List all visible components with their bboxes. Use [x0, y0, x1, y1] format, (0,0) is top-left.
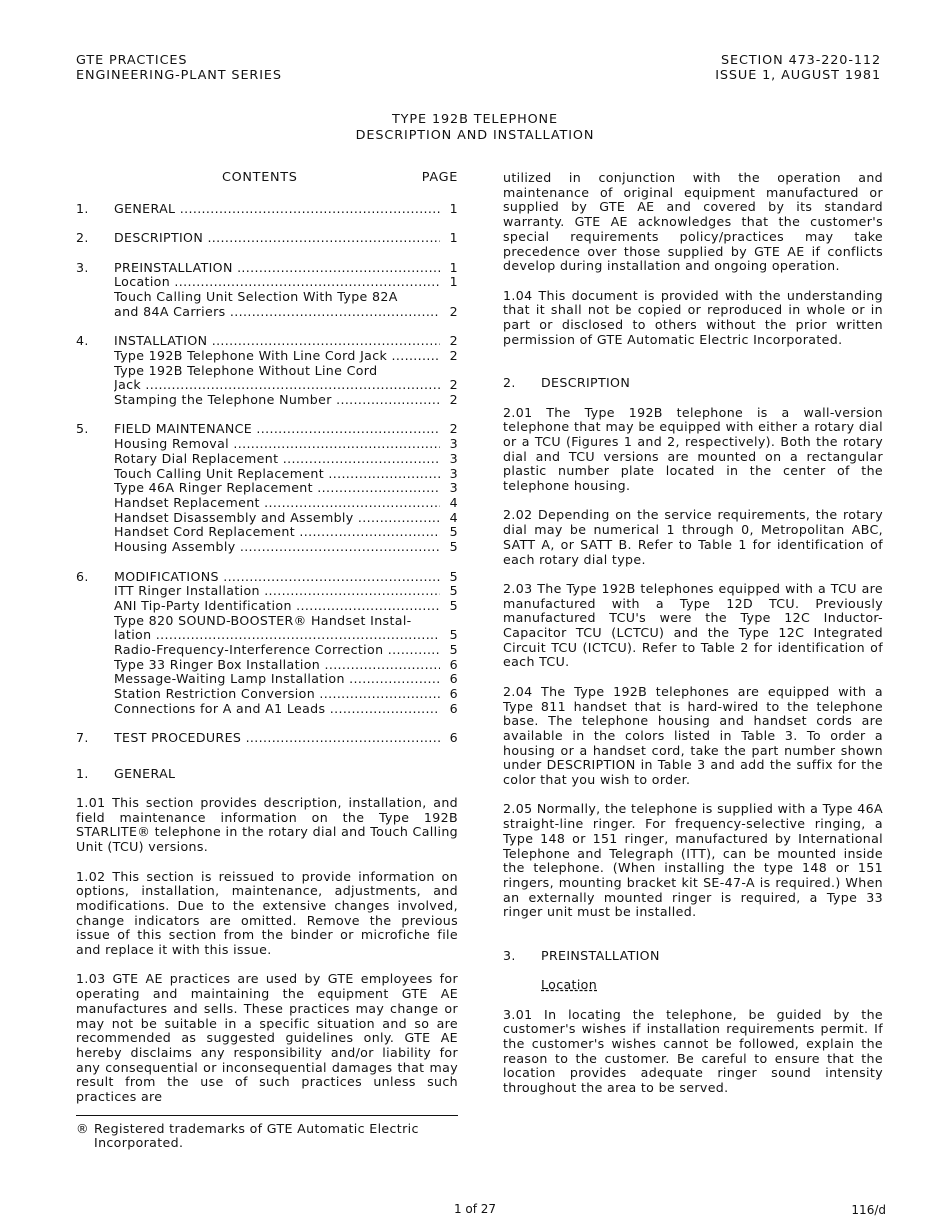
toc-entry-page: 6	[449, 671, 458, 687]
toc-entry	[76, 584, 458, 599]
toc-entry	[76, 643, 458, 658]
section-title: PREINSTALLATION	[541, 947, 660, 963]
toc-entry	[76, 393, 458, 408]
toc-entry-number: 4.	[76, 333, 89, 349]
paragraph-1-04: 1.04 This document is provided with the understanding that it shall not be copied or reproduced in whole or in part or disclosed to others without the prior written permission of GTE Automatic Electric Incorporated.	[503, 287, 883, 347]
toc-group	[76, 731, 458, 746]
toc-entry-title: INSTALLATION .....	[114, 334, 440, 349]
toc-entry-number: 6.	[76, 568, 89, 584]
paragraph-1-03: 1.03 GTE AE practices are used by GTE employees for operating and maintaining the equipment GTE AE manufactures and sells. These practices may change or may not be suitable in a specific situation and so are recommended as suggested guidelines only. GTE AE hereby disclaims any responsibility and/or liability for any consequential or inconsequential damages that may result from the use of such practices unless such practices are	[76, 971, 458, 1105]
document-title	[0, 112, 950, 143]
paragraph-1-03-continued: utilized in conjunction with the operation and maintenance of original equipment manufactured or supplied by GTE AE and covered by its standard warranty. GTE AE acknowledges that the customer's special requirements policy/practices may take precedence over those supplied by GTE AE if conflicts develop during installation and ongoing operation.	[503, 170, 883, 274]
paragraph-2-01: 2.01 The Type 192B telephone is a wall-version telephone that may be equipped with either a rotary dial or a TCU (Figures 1 and 2, respectively). Both the rotary dial and TCU versions are mounted on a rectangular plastic number plate located in the center of the telephone housing.	[503, 404, 883, 494]
toc-entry-page: 3	[449, 436, 458, 452]
toc-entry-page: 1	[449, 274, 458, 290]
toc-entry	[76, 731, 458, 746]
contents-heading: CONTENTS	[222, 170, 298, 185]
toc-entry	[76, 496, 458, 511]
page-code: 116/d	[851, 1203, 886, 1217]
toc-group	[76, 261, 458, 320]
toc-entry-title: DESCRIPTION .....	[114, 231, 440, 246]
title-line-1: TYPE 192B TELEPHONE	[391, 112, 559, 127]
toc-entry	[76, 467, 458, 482]
toc-entry	[76, 658, 458, 673]
toc-entry	[76, 525, 458, 540]
toc-entry-title: ANI Tip-Party Identification .....	[114, 599, 440, 614]
toc-entry-page: 2	[449, 377, 458, 393]
toc-entry-number: 2.	[76, 230, 89, 246]
paragraph-1-02: 1.02 This section is reissued to provide information on options, installation, maintenance, adjustments, and modifications. Due to the extensive changes involved, change indicators are omitted. Remove the previous issue of this section from the binder or microfiche file and replace it with this issue.	[76, 868, 458, 958]
toc-entry	[76, 481, 458, 496]
toc-entry-page: 5	[449, 524, 458, 540]
paragraph-2-05: 2.05 Normally, the telephone is supplied with a Type 46A straight-line ringer. For frequency-selective ringing, a Type 148 or 151 ringer, manufactured by International Telephone and Telegraph (ITT), can be mounted inside the telephone. (When installing the type 148 or 151 ringers, mounting bracket kit SE-47-A is required.) When an externally mounted ringer is required, a Type 33 ringer unit must be installed.	[503, 801, 883, 920]
toc-entry-title: MODIFICATIONS .....	[114, 570, 440, 585]
toc-entry-number: 3.	[76, 259, 89, 275]
toc-entry	[76, 275, 458, 290]
toc-entry-title: Message-Waiting Lamp Installation .....	[114, 672, 440, 687]
toc-entry-title: GENERAL .....	[114, 202, 440, 217]
paragraph-3-01: 3.01 In locating the telephone, be guided by the customer's wishes if installation requirements permit. If the customer's wishes cannot be followed, explain the reason to the customer. Be careful to ensure that the location provides adequate ringer sound intensity throughout the area to be served.	[503, 1006, 883, 1096]
page-header-right	[715, 53, 881, 83]
toc-entry	[76, 261, 458, 276]
toc-entry-title: Jack .....	[114, 378, 440, 393]
toc-entry	[76, 599, 458, 614]
toc-entry	[76, 202, 458, 217]
toc-entry-page: 1	[449, 259, 458, 275]
toc-entry	[76, 672, 458, 687]
table-of-contents	[76, 202, 458, 746]
footnote-text: Registered trademarks of GTE Automatic Electric Incorporated.	[94, 1120, 419, 1151]
toc-entry	[76, 540, 458, 555]
toc-entry	[76, 364, 458, 379]
toc-entry-page: 6	[449, 730, 458, 746]
toc-entry	[76, 437, 458, 452]
page-number: 1 of 27	[453, 1202, 497, 1216]
toc-entry-page: 1	[449, 201, 458, 216]
toc-entry-page: 3	[449, 480, 458, 496]
paragraph-2-02: 2.02 Depending on the service requirements, the rotary dial may be numerical 1 through 0, Metropolitan ABC, SATT A, or SATT B. Refer to Table 1 for identification of each rotary dial type.	[503, 507, 883, 567]
toc-entry-title: Connections for A and A1 Leads .....	[114, 702, 440, 717]
toc-entry-title: Type 46A Ringer Replacement .....	[114, 481, 440, 496]
toc-entry-page: 6	[449, 700, 458, 716]
paragraph-1-01: 1.01 This section provides description, installation, and field maintenance information on the Type 192B STARLITE® telephone in the rotary dial and Touch Calling Unit (TCU) versions.	[76, 795, 458, 855]
section-number: SECTION 473-220-112	[720, 53, 881, 68]
toc-entry-title: Type 820 SOUND-BOOSTER® Handset Instal-	[114, 613, 412, 628]
toc-entry-title: Type 33 Ringer Box Installation .....	[114, 658, 440, 673]
section-number: 3.	[503, 947, 516, 963]
toc-group	[76, 334, 458, 408]
paragraph-2-03: 2.03 The Type 192B telephones equipped with a TCU are manufactured with a Type 12D TCU. Previously manufactured TCU's were the Type 12C Inductor-Capacitor TCU (LCTCU) and the Type 12C Integrated Circuit TCU (ICTCU). Refer to Table 2 for identification of each TCU.	[503, 580, 883, 670]
series-title: GTE PRACTICES	[76, 53, 188, 68]
toc-entry	[76, 349, 458, 364]
toc-entry-number: 7.	[76, 730, 89, 746]
toc-entry-title: Touch Calling Unit Selection With Type 82A	[114, 290, 398, 305]
toc-entry-page: 4	[449, 509, 458, 525]
toc-group	[76, 422, 458, 554]
paragraph-2-04: 2.04 The Type 192B telephones are equipped with a Type 811 handset that is hard-wired to the telephone base. The telephone housing and handset cords are available in the colors listed in Table 3. To order a housing or a handset cord, take the part number shown under DESCRIPTION in Table 3 and add the suffix for the color that you wish to order.	[503, 683, 883, 788]
contents-header	[76, 171, 458, 188]
series-subtitle: ENGINEERING-PLANT SERIES	[76, 68, 282, 83]
toc-entry-title: Handset Replacement .....	[114, 496, 440, 511]
toc-group	[76, 202, 458, 217]
toc-entry	[76, 614, 458, 629]
issue-date: ISSUE 1, AUGUST 1981	[715, 68, 881, 83]
toc-entry-title: Type 192B Telephone Without Line Cord	[114, 363, 378, 378]
section-title: DESCRIPTION	[541, 375, 631, 391]
toc-entry-title: Radio-Frequency-Interference Correction .....	[114, 643, 440, 658]
toc-entry	[76, 511, 458, 526]
toc-entry	[76, 702, 458, 717]
toc-entry-title: Rotary Dial Replacement .....	[114, 452, 440, 467]
toc-entry-title: Housing Removal .....	[114, 437, 440, 452]
footnote	[76, 1115, 458, 1151]
section-heading-preinstallation	[503, 949, 883, 964]
toc-entry-title: TEST PROCEDURES .....	[114, 731, 440, 746]
page-header-left	[76, 53, 282, 83]
footnote-mark: ®	[76, 1120, 89, 1136]
toc-entry-page: 6	[449, 656, 458, 672]
toc-entry-number: 1.	[76, 201, 89, 216]
section-title: GENERAL	[114, 765, 176, 781]
toc-entry-title: Handset Disassembly and Assembly .....	[114, 511, 440, 526]
toc-entry	[76, 378, 458, 393]
toc-entry-page: 2	[449, 303, 458, 319]
toc-entry-title: Handset Cord Replacement .....	[114, 525, 440, 540]
toc-entry-title: Touch Calling Unit Replacement .....	[114, 467, 440, 482]
toc-entry	[76, 628, 458, 643]
toc-entry-title: Stamping the Telephone Number .....	[114, 393, 440, 408]
toc-entry-title: ITT Ringer Installation .....	[114, 584, 440, 599]
toc-entry-title: lation .....	[114, 628, 440, 643]
toc-entry	[76, 687, 458, 702]
toc-entry-title: Housing Assembly .....	[114, 540, 440, 555]
toc-group	[76, 570, 458, 717]
toc-entry-page: 2	[449, 333, 458, 349]
toc-entry	[76, 422, 458, 437]
toc-entry-page: 2	[449, 392, 458, 408]
title-line-2: DESCRIPTION AND INSTALLATION	[355, 127, 595, 143]
subheading-location: Location	[541, 977, 598, 993]
toc-entry-title: FIELD MAINTENANCE .....	[114, 422, 440, 437]
toc-entry	[76, 231, 458, 246]
toc-entry	[76, 452, 458, 467]
page-heading: PAGE	[421, 170, 458, 185]
toc-entry-page: 4	[449, 495, 458, 510]
toc-entry-page: 3	[449, 465, 458, 481]
toc-entry	[76, 570, 458, 585]
toc-entry-page: 5	[449, 642, 458, 658]
toc-entry-page: 2	[449, 347, 458, 363]
toc-entry-page: 6	[449, 686, 458, 702]
section-heading-general	[76, 767, 458, 782]
toc-entry-page: 3	[449, 450, 458, 466]
toc-entry-page: 5	[449, 539, 458, 555]
toc-entry	[76, 290, 458, 305]
toc-entry-page: 5	[449, 627, 458, 643]
toc-entry-title: PREINSTALLATION .....	[114, 261, 440, 276]
toc-entry-title: Station Restriction Conversion .....	[114, 687, 440, 702]
toc-entry-page: 2	[449, 421, 458, 437]
toc-entry-page: 1	[449, 230, 458, 246]
toc-entry-page: 5	[449, 583, 458, 599]
toc-entry-title: Type 192B Telephone With Line Cord Jack .....	[114, 349, 440, 364]
section-number: 2.	[503, 375, 516, 391]
toc-entry-page: 5	[449, 597, 458, 613]
toc-group	[76, 231, 458, 246]
toc-entry-title: Location .....	[114, 275, 440, 290]
toc-entry	[76, 305, 458, 320]
section-number: 1.	[76, 765, 89, 781]
right-column	[503, 171, 883, 1110]
toc-entry-page: 5	[449, 568, 458, 584]
toc-entry-title: and 84A Carriers .....	[114, 305, 440, 320]
toc-entry-number: 5.	[76, 421, 89, 437]
section-heading-description	[503, 376, 883, 391]
left-column	[76, 171, 458, 1151]
toc-entry	[76, 334, 458, 349]
